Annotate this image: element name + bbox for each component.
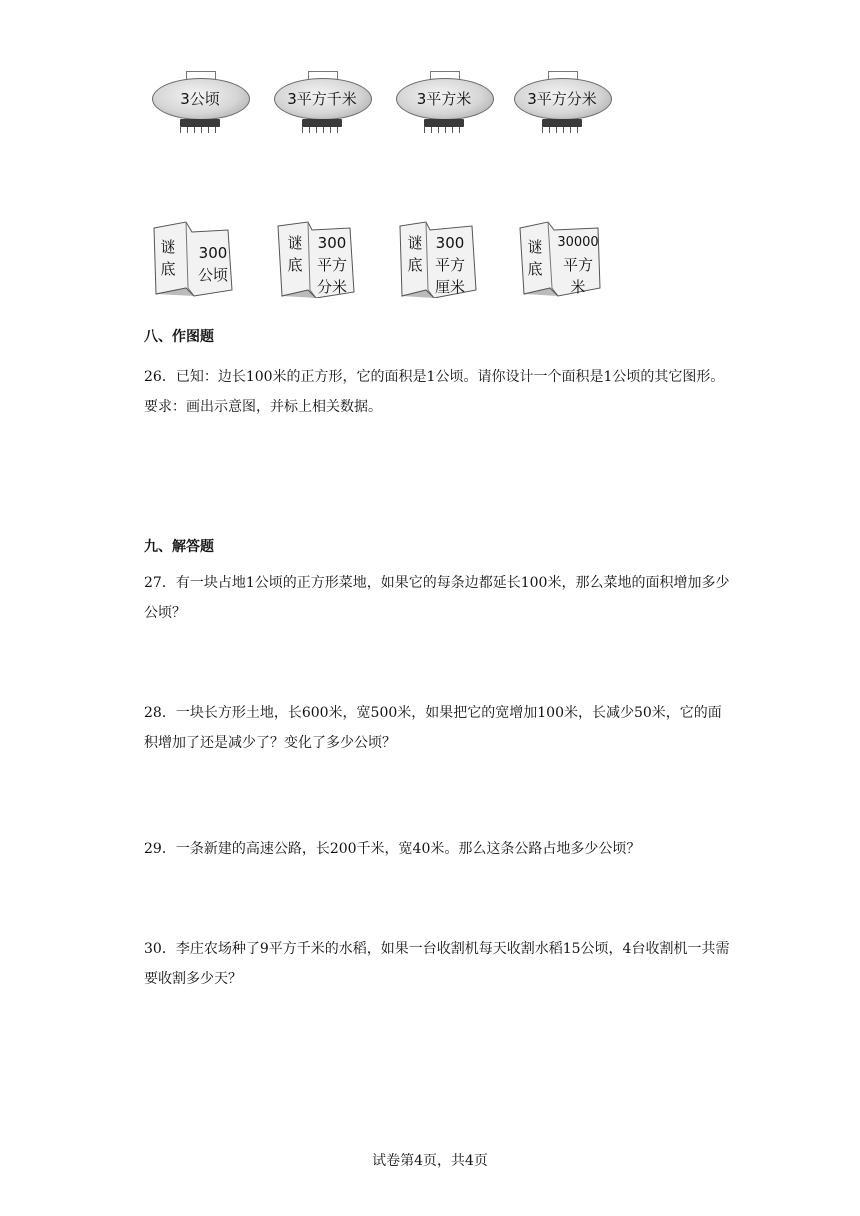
card-answer-line: 平方 bbox=[562, 256, 593, 274]
lantern-tassel bbox=[542, 127, 582, 133]
card-answer-line: 平方 bbox=[434, 256, 465, 274]
section-heading-9: 九、解答题 bbox=[144, 539, 214, 555]
card-answer-line: 公顷 bbox=[197, 266, 228, 284]
card-answer bbox=[430, 232, 470, 298]
lantern-base bbox=[542, 119, 582, 127]
card-left-text: 谜 底 bbox=[287, 234, 303, 274]
lantern-tassel bbox=[180, 127, 220, 133]
lantern-label: 3公顷 bbox=[180, 89, 220, 108]
lantern-4 bbox=[514, 66, 614, 136]
question-27: 27．有一块占地1公顷的正方形菜地，如果它的每条边都延长100米，那么菜地的面积增加多少公顷？ bbox=[144, 575, 730, 621]
lantern-tassel bbox=[302, 127, 342, 133]
riddle-card-3 bbox=[396, 218, 480, 298]
lantern-base bbox=[180, 119, 220, 127]
lantern-label: 3平方分米 bbox=[527, 89, 597, 108]
card-answer bbox=[554, 232, 602, 298]
page-footer: 试卷第4页，共4页 bbox=[372, 1153, 488, 1169]
riddle-card-2 bbox=[274, 218, 358, 298]
card-answer-line: 分米 bbox=[316, 278, 347, 296]
lantern-3 bbox=[396, 66, 496, 136]
lantern-2 bbox=[274, 66, 374, 136]
card-answer-line: 厘米 bbox=[434, 278, 465, 296]
card-answer-line: 平方 bbox=[316, 256, 347, 274]
question-29: 29．一条新建的高速公路，长200千米，宽40米。那么这条公路占地多少公顷？ bbox=[144, 841, 641, 857]
card-answer-line: 米 bbox=[570, 278, 586, 296]
lantern-base bbox=[424, 119, 464, 127]
card-answer-line: 300 bbox=[198, 244, 228, 262]
lantern-label: 3平方米 bbox=[416, 89, 472, 108]
riddle-card-4 bbox=[518, 218, 602, 298]
card-answer bbox=[312, 232, 352, 298]
riddle-card-1 bbox=[150, 218, 234, 298]
section-heading-8: 八、作图题 bbox=[144, 329, 214, 345]
lantern-1 bbox=[152, 66, 252, 136]
card-answer-line: 300 bbox=[435, 234, 465, 252]
card-answer-line: 300 bbox=[317, 234, 347, 252]
card-left-text: 谜 底 bbox=[527, 238, 543, 278]
lantern-base bbox=[302, 119, 342, 127]
card-left-text: 谜 底 bbox=[160, 238, 176, 278]
card-left-text: 谜 底 bbox=[407, 234, 423, 274]
lantern-tassel bbox=[424, 127, 464, 133]
question-28: 28．一块长方形土地，长600米，宽500米，如果把它的宽增加100米，长减少50米，它的面积增加了还是减少了？变化了多少公顷？ bbox=[144, 705, 722, 751]
question-26: 26．已知：边长100米的正方形，它的面积是1公顷。请你设计一个面积是1公顷的其它图形。要求：画出示意图，并标上相关数据。 bbox=[144, 369, 725, 415]
card-answer bbox=[194, 242, 232, 286]
lantern-label: 3平方千米 bbox=[287, 89, 357, 108]
card-answer-line: 30000 bbox=[557, 235, 599, 250]
question-30: 30．李庄农场种了9平方千米的水稻，如果一台收割机每天收割水稻15公顷，4台收割机一共需要收割多少天？ bbox=[144, 941, 730, 987]
